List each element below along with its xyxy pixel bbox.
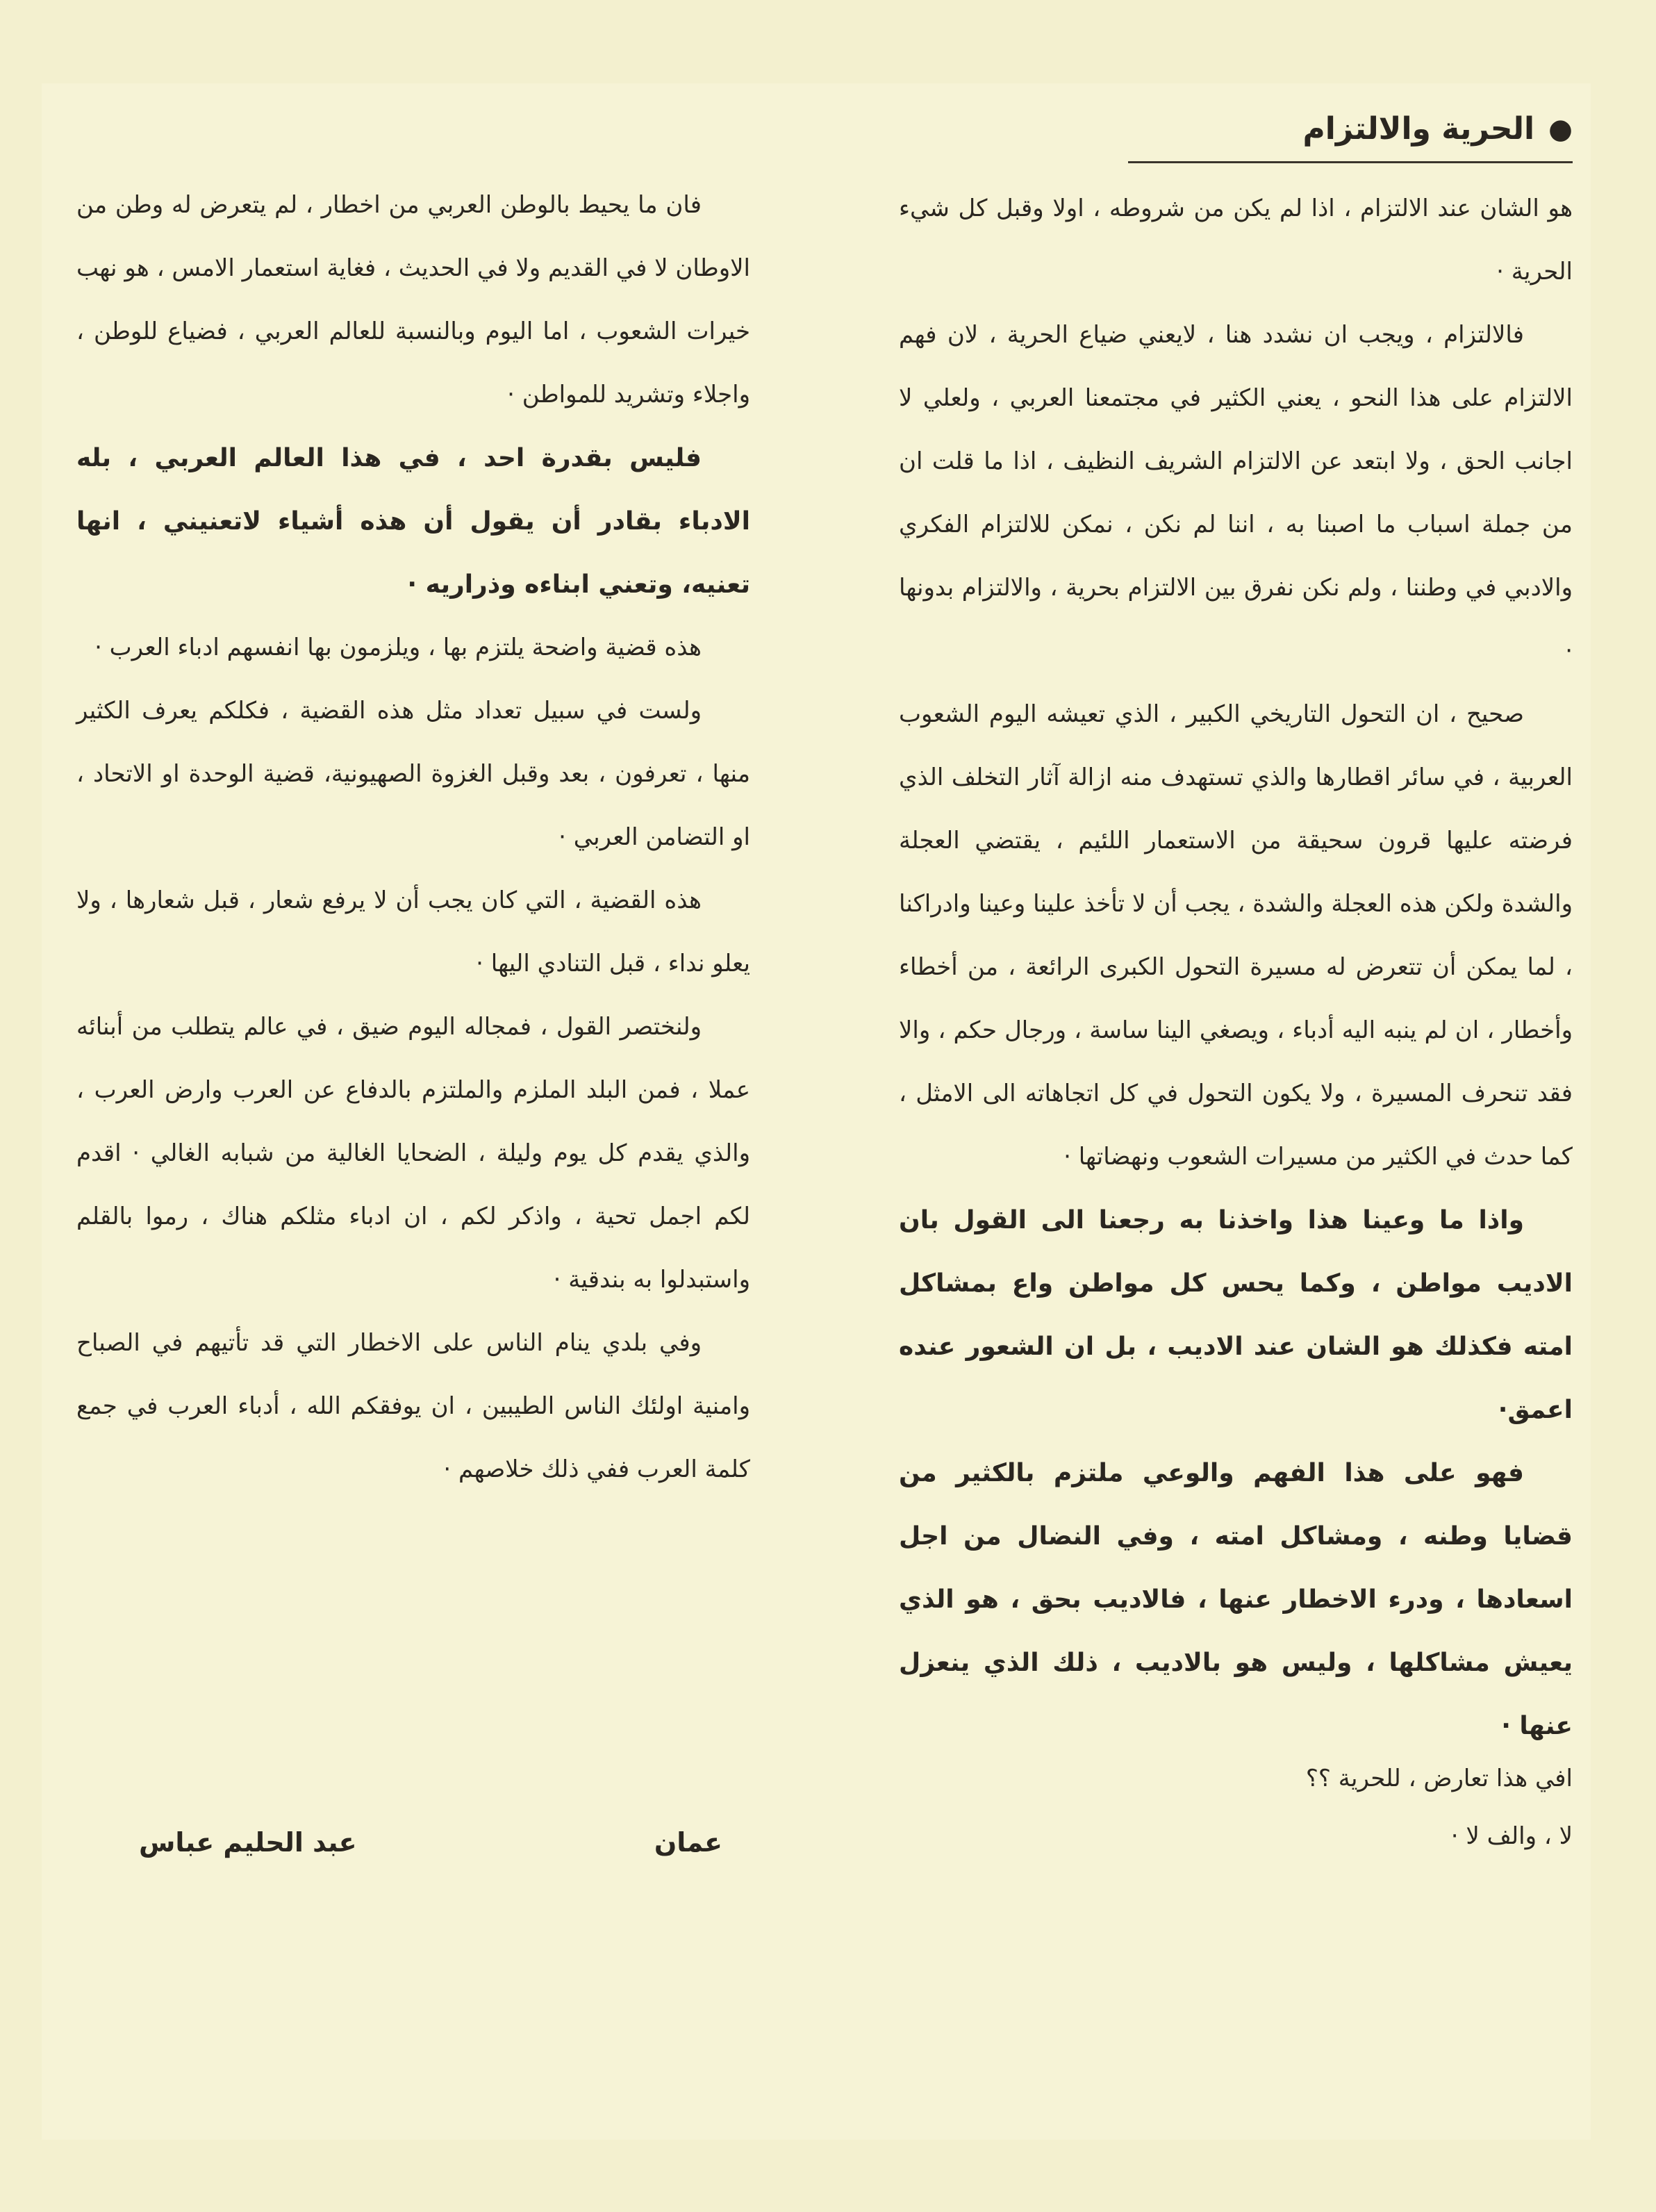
paragraph: فالالتزام ، ويجب ان نشدد هنا ، لايعني ضياع الحرية ، لان فهم الالتزام على هذا النحو ، يعني الكثير في مجتمعنا العربي ، ولعلي لا اجانب الحق ، ولا ابتعد عن الالتزام الشريف النظيف ، اذا ما قلت ان من جملة اسباب ما اصبنا به ، اننا لم نكن ، نمكن للالتزام الفكري والادبي في وطننا ، ولم نكن نفرق بين الالتزام بحرية ، والالتزام بدونها · xyxy=(899,321,1573,665)
paragraph-bold: فهو على هذا الفهم والوعي ملتزم بالكثير من قضايا وطنه ، ومشاكل امته ، وفي النضال من اجل اسعادها ، ودرء الاخطار عنها ، فالاديب بحق ، هو الذي يعيش مشاكلها ، وليس هو بالاديب ، ذلك الذي ينعزل عنها · xyxy=(899,1459,1573,1740)
right-column xyxy=(899,177,1573,1868)
paragraph: هذه القضية ، التي كان يجب أن لا يرفع شعار ، قبل شعارها ، ولا يعلو نداء ، قبل التنادي اليها · xyxy=(76,886,750,977)
article-title: الحرية والالتزام xyxy=(1302,111,1535,147)
paragraph: ولست في سبيل تعداد مثل هذه القضية ، فكلكم يعرف الكثير منها ، تعرفون ، بعد وقبل الغزوة الصهيونية، قضية الوحدة او الاتحاد ، او التضامن العربي · xyxy=(76,697,750,851)
article-title-row xyxy=(1128,111,1573,147)
paragraph: هذه قضية واضحة يلتزم بها ، ويلزمون بها انفسهم ادباء العرب · xyxy=(94,634,702,661)
paragraph: وفي بلدي ينام الناس على الاخطار التي قد تأتيهم في الصباح وامنية اولئك الناس الطيبين ، ان يوفقكم الله ، أدباء العرب في جمع كلمة العرب ففي ذلك خلاصهم · xyxy=(76,1329,750,1483)
signature-block xyxy=(139,1827,764,1869)
bullet-icon: ● xyxy=(1548,113,1573,145)
signature-author: عبد الحليم عباس xyxy=(139,1827,357,1858)
signature-place: عمان xyxy=(654,1827,722,1858)
paragraph: لا ، والف لا · xyxy=(1450,1822,1573,1850)
header-rule xyxy=(1128,161,1573,163)
paragraph: افي هذا تعارض ، للحرية ؟؟ xyxy=(1305,1765,1573,1792)
left-column xyxy=(76,174,750,1501)
paragraph: فان ما يحيط بالوطن العربي من اخطار ، لم يتعرض له وطن من الاوطان لا في القديم ولا في الحديث ، فغاية استعمار الامس ، هو نهب خيرات الشعوب ، اما اليوم وبالنسبة للعالم العربي ، فضياع للوطن ، واجلاء وتشريد للمواطن · xyxy=(76,191,750,408)
paragraph: ولنختصر القول ، فمجاله اليوم ضيق ، في عالم يتطلب من أبنائه عملا ، فمن البلد الملزم والملتزم بالدفاع عن العرب وارض العرب ، والذي يقدم كل يوم وليلة ، الضحايا الغالية من شبابه الغالي · اقدم لكم اجمل تحية ، واذكر لكم ، ان ادباء مثلكم هناك ، رموا بالقلم واستبدلوا به بندقية · xyxy=(76,1013,750,1294)
paragraph: صحيح ، ان التحول التاريخي الكبير ، الذي تعيشه اليوم الشعوب العربية ، في سائر اقطارها والذي تستهدف منه ازالة آثار التخلف الذي فرضته عليها قرون سحيقة من الاستعمار اللئيم ، يقتضي العجلة والشدة ولكن هذه العجلة والشدة ، يجب أن لا تأخذ علينا وعينا وادراكنا ، لما يمكن أن تتعرض له مسيرة التحول الكبرى الرائعة ، من أخطاء وأخطار ، ان لم ينبه اليه أدباء ، ويصغي الينا ساسة ، ورجال حكم ، والا فقد تنحرف المسيرة ، ولا يكون التحول في كل اتجاهاته الى الامثل ، كما حدث في الكثير من مسيرات الشعوب ونهضاتها · xyxy=(899,700,1573,1171)
article-header xyxy=(1128,111,1573,174)
paragraph: هو الشان عند الالتزام ، اذا لم يكن من شروطه ، اولا وقبل كل شيء الحرية · xyxy=(899,195,1573,286)
paragraph-bold: واذا ما وعينا هذا واخذنا به رجعنا الى القول بان الاديب مواطن ، وكما يحس كل مواطن واع بمشاكل امته فكذلك هو الشان عند الاديب ، بل ان الشعور عنده اعمق· xyxy=(899,1206,1573,1424)
paragraph-bold: فليس بقدرة احد ، في هذا العالم العربي ، بله الادباء بقادر أن يقول أن هذه أشياء لاتعنيني ، انها تعنيه، وتعني ابناءه وذراريه · xyxy=(76,444,750,599)
